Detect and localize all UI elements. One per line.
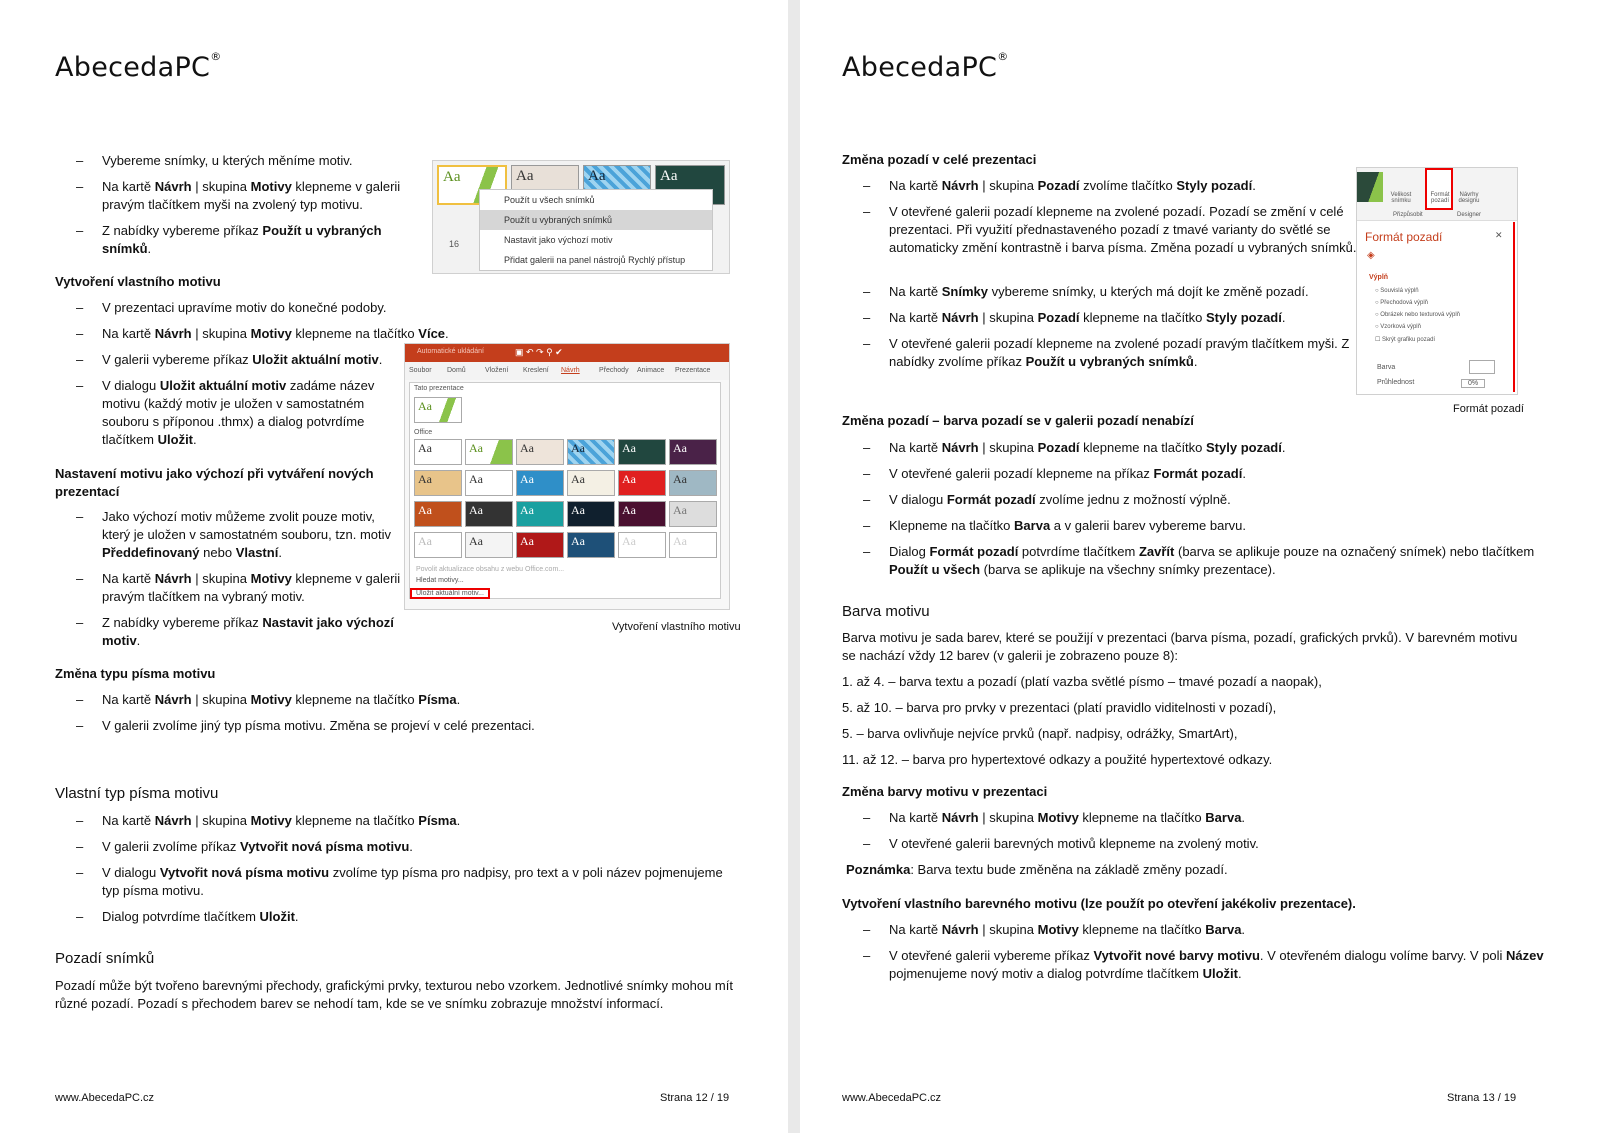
gallery-theme[interactable]: Aa — [567, 470, 615, 496]
gallery-theme[interactable]: Aa — [618, 501, 666, 527]
ribbon-tab[interactable]: Návrh — [561, 367, 580, 374]
bullet-item: – Na kartě Snímky vybereme snímky, u kterých má dojít ke změně pozadí. — [863, 283, 1369, 301]
bullet-item: – V dialogu Vytvořit nová písma motivu zvolíme typ písma pro nadpisy, pro text a v poli název pojmenujeme typ písma motivu. — [76, 864, 742, 900]
note: Poznámka: Barva textu bude změněna na základě změny pozadí. — [846, 862, 1228, 877]
gallery-theme[interactable]: Aa — [669, 532, 717, 558]
page-right — [800, 0, 1600, 1133]
heading-zmena-barvy: Změna barvy motivu v prezentaci — [842, 784, 1048, 799]
ribbon-design: Velikost snímku Formát pozadí Návrhy designu Přizpůsobit Designer — [1357, 168, 1517, 221]
fill-option[interactable]: ○ Přechodová výplň — [1375, 300, 1428, 306]
theme-thumb-dark: Aa — [655, 165, 725, 205]
bullet-item: – V otevřené galerii vybereme příkaz Vytvořit nové barvy motivu. V otevřeném dialogu volíme barvy. V poli Název pojmenujeme nový motiv a dialog potvrdíme tlačítkem Uložit. — [863, 947, 1559, 983]
bullet-item: – V galerii zvolíme jiný typ písma motivu. Změna se projeví v celé prezentaci. — [76, 717, 742, 735]
color-picker[interactable] — [1469, 360, 1495, 374]
gallery-theme[interactable]: Aa — [414, 470, 462, 496]
context-menu — [479, 189, 713, 271]
format-background-button[interactable]: Formát pozadí — [1425, 168, 1453, 210]
gallery-theme[interactable]: Aa — [465, 532, 513, 558]
bullet-item: – Na kartě Návrh | skupina Motivy klepneme v galerii pravým tlačítkem myši na zvolený typ motivu. — [76, 178, 412, 214]
ribbon-tab[interactable]: Domů — [447, 367, 466, 374]
format-panel: Formát pozadí ✕ ◈ Výplň ○ Souvislá výplň ○ Přechodová výplň ○ Obrázek nebo texturová výplň ○ Vzorková výplň ☐ Skrýt grafiku pozadí Barva Průhlednost 0% — [1357, 222, 1515, 392]
bullet-item: – V otevřené galerii pozadí klepneme na zvolené pozadí. Pozadí se změní v celé prezentaci. Při využití přednastaveného pozadí z tmavé varianty do světlé se automaticky změní kontrastně i barva písma. Změna pozadí u vybraných snímků. — [863, 203, 1369, 257]
ribbon-tab[interactable]: Přechody — [599, 367, 629, 374]
bullet-item: – Z nabídky vybereme příkaz Nastavit jako výchozí motiv. — [76, 614, 402, 650]
gallery-theme[interactable]: Aa — [465, 501, 513, 527]
bullet-item: – Dialog potvrdíme tlačítkem Uložit. — [76, 908, 742, 926]
footer-page-number: Strana 12 / 19 — [660, 1092, 730, 1104]
gallery-theme[interactable]: Aa — [414, 439, 462, 465]
color-line: 11. až 12. – barva pro hypertextové odkazy a použité hypertextové odkazy. — [842, 752, 1273, 767]
theme-thumb-facet: Aa — [437, 165, 507, 205]
context-menu-item[interactable]: Nastavit jako výchozí motiv — [504, 235, 613, 245]
bullet-item: – V dialogu Formát pozadí zvolíme jednu z možností výplně. — [863, 491, 1559, 509]
gallery-theme[interactable]: Aa — [618, 470, 666, 496]
fill-option[interactable]: ☐ Skrýt grafiku pozadí — [1375, 337, 1436, 343]
bullet-item: – Na kartě Návrh | skupina Pozadí klepneme na tlačítko Styly pozadí. — [863, 309, 1369, 327]
bullet-item: – V dialogu Uložit aktuální motiv zadáme název motivu (každý motiv je uložen v samostatném souboru s příponou .thmx) a dialog potvrdíme tlačítkem Uložit. — [76, 377, 402, 449]
bullet-item: – Na kartě Návrh | skupina Pozadí klepneme na tlačítko Styly pozadí. — [863, 439, 1559, 457]
gallery-theme[interactable]: Aa — [414, 532, 462, 558]
bullet-item: – Na kartě Návrh | skupina Motivy klepneme na tlačítko Písma. — [76, 812, 742, 830]
gallery-theme[interactable]: Aa — [465, 439, 513, 465]
screenshot-design-gallery — [404, 343, 730, 610]
ribbon-tab[interactable]: Animace — [637, 367, 665, 374]
paint-bucket-icon: ◈ — [1367, 250, 1375, 261]
bullet-item: – V galerii zvolíme příkaz Vytvořit nová písma motivu. — [76, 838, 742, 856]
gallery-theme[interactable]: Aa — [516, 439, 564, 465]
bullet-item: – V galerii vybereme příkaz Uložit aktuální motiv. — [76, 351, 402, 369]
paragraph-barva-motivu: Barva motivu je sada barev, které se použijí v prezentaci (barva písma, pozadí, grafických prvků). V barevném motivu se nachází vždy 12 barev (v galerii je zobrazeno pouze 8): — [842, 630, 1518, 663]
bullet-item: – Na kartě Návrh | skupina Motivy klepneme v galerii pravým tlačítkem na vybraný motiv. — [76, 570, 402, 606]
screenshot-format-background — [1356, 167, 1518, 395]
theme-thumb-pattern: Aa — [583, 165, 651, 205]
gallery-theme[interactable]: Aa — [567, 439, 615, 465]
paragraph-pozadi: Pozadí může být tvořeno barevnými přechody, grafickými prvky, texturou nebo vzorkem. Jednotlivé snímky mohou mít různé pozadí. Pozadí s přechodem barev se nehodí tam, kde se ve snímku zobrazuje množství informací. — [55, 978, 733, 1011]
fill-option[interactable]: ○ Souvislá výplň — [1375, 288, 1419, 294]
gallery-current-theme[interactable]: Aa — [414, 397, 462, 423]
bullet-item: – Z nabídky vybereme příkaz Použít u vybraných snímků. — [76, 222, 412, 258]
gallery-theme[interactable]: Aa — [516, 532, 564, 558]
ribbon-tab[interactable]: Prezentace — [675, 367, 711, 374]
caption-vlastni-motiv: Vytvoření vlastního motivu — [612, 621, 741, 633]
heading-vychozi-motiv: Nastavení motivu jako výchozí při vytváření nových prezentací — [55, 466, 374, 499]
bullet-item: – Na kartě Návrh | skupina Motivy klepneme na tlačítko Více. — [76, 325, 492, 343]
heading-vlastni-pismo: Vlastní typ písma motivu — [55, 785, 219, 802]
context-menu-item[interactable]: Použít u vybraných snímků — [480, 210, 712, 230]
footer-page-number: Strana 13 / 19 — [1447, 1092, 1517, 1104]
bullet-item: – Na kartě Návrh | skupina Pozadí zvolíme tlačítko Styly pozadí. — [863, 177, 1369, 195]
panel-title: Formát pozadí — [1365, 230, 1443, 244]
brand-logo: AbecedaPC® — [842, 50, 1009, 83]
bullet-item: – Na kartě Návrh | skupina Motivy klepneme na tlačítko Barva. — [863, 809, 1559, 827]
brand-logo: AbecedaPC® — [55, 50, 222, 83]
screenshot-theme-context-menu — [432, 160, 730, 274]
heading-vlastni-motiv: Vytvoření vlastního motivu — [55, 274, 221, 289]
bullet-item: – Na kartě Návrh | skupina Motivy klepneme na tlačítko Písma. — [76, 691, 742, 709]
fill-option[interactable]: ○ Vzorková výplň — [1375, 324, 1421, 330]
color-line: 5. až 10. – barva pro prvky v prezentaci (platí pravidlo viditelnosti v pozadí), — [842, 700, 1277, 715]
page-left — [0, 0, 788, 1133]
color-line: 1. až 4. – barva textu a pozadí (platí vazba světlé písmo – tmavé pozadí a naopak), — [842, 674, 1322, 689]
color-line: 5. – barva ovlivňuje nejvíce prvků (např. nadpisy, odrážky, SmartArt), — [842, 726, 1238, 741]
heading-typ-pisma: Změna typu písma motivu — [55, 666, 216, 681]
bullet-item: – Klepneme na tlačítko Barva a v galerii barev vybereme barvu. — [863, 517, 1559, 535]
titlebar: Automatické ukládání ▣ ↶ ↷ ⚲ ✔ — [405, 344, 729, 362]
close-icon[interactable]: ✕ — [1495, 230, 1503, 240]
gallery-theme[interactable]: Aa — [567, 501, 615, 527]
heading-barva-motivu: Barva motivu — [842, 603, 930, 620]
gallery-theme[interactable]: Aa — [669, 501, 717, 527]
bullet-item: – V otevřené galerii pozadí klepneme na příkaz Formát pozadí. — [863, 465, 1559, 483]
ribbon-tabs — [405, 362, 729, 380]
bullet-item: – V prezentaci upravíme motiv do konečné podoby. — [76, 299, 402, 317]
gallery-theme[interactable]: Aa — [618, 439, 666, 465]
gallery-theme[interactable]: Aa — [465, 470, 513, 496]
gallery-command[interactable]: Hledat motivy... — [416, 577, 464, 584]
gallery-theme[interactable]: Aa — [516, 470, 564, 496]
footer-url[interactable]: www.AbecedaPC.cz — [842, 1092, 942, 1104]
gallery-command[interactable]: Uložit aktuální motiv... — [410, 588, 490, 599]
fill-option[interactable]: ○ Obrázek nebo texturová výplň — [1375, 312, 1461, 318]
slide-counter: 16 — [449, 239, 460, 249]
heading-zmena-pozadi: Změna pozadí v celé prezentaci — [842, 152, 1037, 167]
context-menu-item[interactable]: Přidat galerii na panel nástrojů Rychlý přístup — [504, 255, 686, 265]
heading-vlastni-barevny: Vytvoření vlastního barevného motivu (lze použít po otevření jakékoliv prezentace). — [842, 896, 1356, 911]
ribbon-tab[interactable]: Vložení — [485, 367, 509, 374]
context-menu-item[interactable]: Použít u všech snímků — [504, 195, 595, 205]
gallery-theme[interactable]: Aa — [669, 470, 717, 496]
bullet-item: – V otevřené galerii pozadí klepneme na zvolené pozadí pravým tlačítkem myši. Z nabídky zvolíme příkaz Použít u vybraných snímků. — [863, 335, 1369, 371]
gallery-theme[interactable]: Aa — [669, 439, 717, 465]
bullet-item: – Dialog Formát pozadí potvrdíme tlačítkem Zavřít (barva se aplikuje pouze na označený snímek) nebo tlačítkem Použít u všech (barva se aplikuje na všechny snímky prezentace). — [863, 543, 1559, 579]
gallery-theme[interactable]: Aa — [516, 501, 564, 527]
gallery-theme[interactable]: Aa — [567, 532, 615, 558]
bullet-item: – Na kartě Návrh | skupina Motivy klepneme na tlačítko Barva. — [863, 921, 1559, 939]
bullet-item: – Vybereme snímky, u kterých měníme motiv. — [76, 152, 412, 170]
ribbon-tab[interactable]: Soubor — [409, 367, 432, 374]
gallery-theme[interactable]: Aa — [414, 501, 462, 527]
heading-nenabizi: Změna pozadí – barva pozadí se v galerii pozadí nenabízí — [842, 413, 1194, 428]
gallery-theme[interactable]: Aa — [618, 532, 666, 558]
bullet-item: – Jako výchozí motiv můžeme zvolit pouze motiv, který je uložen v samostatném souboru, tzn. motiv Předdefinovaný nebo Vlastní. — [76, 508, 402, 562]
theme-gallery: Tato prezentace Aa Office Aa Aa Aa Aa Aa Aa Aa Aa Aa Aa Aa Aa Aa Aa Aa Aa Aa Aa Aa Aa Aa Aa Aa Aa Povolit aktualizace obsahu z webu Office.com... Hledat motivy... Uložit aktuální motiv... — [409, 382, 721, 599]
bullet-item: – V otevřené galerii barevných motivů klepneme na zvolený motiv. — [863, 835, 1559, 853]
theme-thumb-integral: Aa — [511, 165, 579, 205]
ribbon-tab[interactable]: Kreslení — [523, 367, 549, 374]
caption-format-pozadi: Formát pozadí — [1453, 403, 1524, 415]
gallery-command[interactable]: Povolit aktualizace obsahu z webu Office.com... — [416, 566, 565, 573]
footer-url[interactable]: www.AbecedaPC.cz — [55, 1092, 155, 1104]
heading-pozadi-snimku: Pozadí snímků — [55, 950, 155, 967]
